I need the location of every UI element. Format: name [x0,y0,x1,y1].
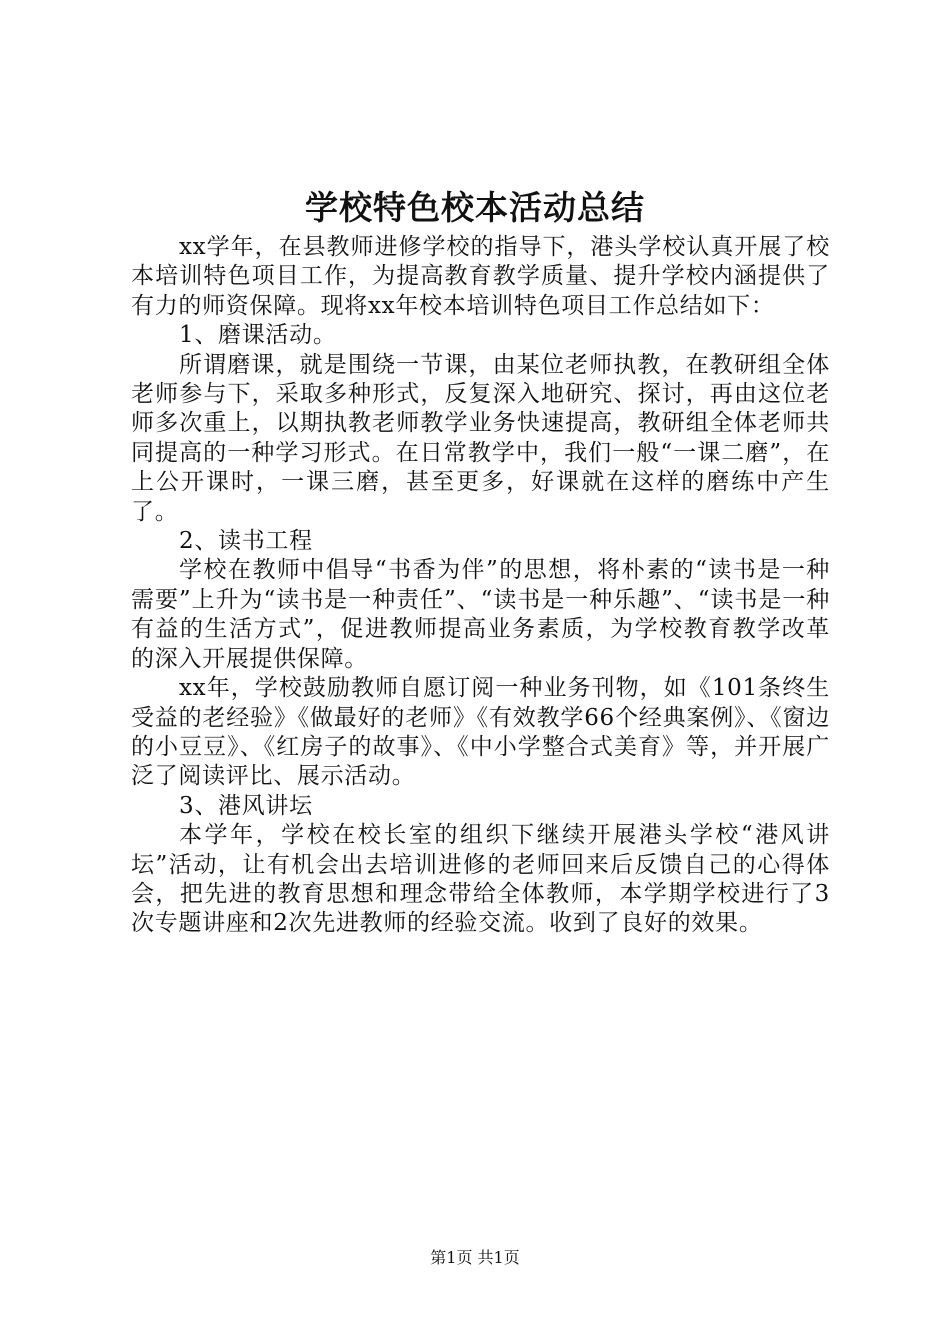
document-body [131,233,830,939]
section-paragraph-3: 本学年，学校在校长室的组织下继续开展港头学校“港风讲坛”活动，让有机会出去培训进修的老师回来后反馈自己的心得体会，把先进的教育思想和理念带给全体教师，本学期学校进行了3次专题讲座和2次先进教师的经验交流。收到了良好的效果。 [131,822,830,937]
section-paragraph-2b: xx年，学校鼓励教师自愿订阅一种业务刊物，如《101条终生受益的老经验》《做最好的老师》《有效教学66个经典案例》、《窗边的小豆豆》、《红房子的故事》、《中小学整合式美育》等，并开展广泛了阅读评比、展示活动。 [131,675,830,790]
intro-paragraph: xx学年，在县教师进修学校的指导下，港头学校认真开展了校本培训特色项目工作，为提高教育教学质量、提升学校内涵提供了有力的师资保障。现将xx年校本培训特色项目工作总结如下： [131,234,830,319]
section-heading-2: 2、读书工程 [179,528,313,555]
section-heading-3: 3、港风讲坛 [179,792,313,819]
section-paragraph-1: 所谓磨课，就是围绕一节课，由某位老师执教，在教研组全体老师参与下，采取多种形式，反复深入地研究、探讨，再由这位老师多次重上，以期执教老师教学业务快速提高，教研组全体老师共同提高的一种学习形式。在日常教学中，我们一般“一课二磨”，在上公开课时，一课三磨，甚至更多，好课就在这样的磨练中产生了。 [131,351,830,525]
section-paragraph-2a: 学校在教师中倡导“书香为伴”的思想，将朴素的“读书是一种需要”上升为“读书是一种责任”、“读书是一种乐趣”、“读书是一种有益的生活方式”，促进教师提高业务素质，为学校教育教学改革的深入开展提供保障。 [131,557,830,672]
document-title: 学校特色校本活动总结 [305,188,645,227]
section-heading-1: 1、磨课活动。 [179,322,337,349]
page-footer: 第1页 共1页 [430,1248,520,1267]
